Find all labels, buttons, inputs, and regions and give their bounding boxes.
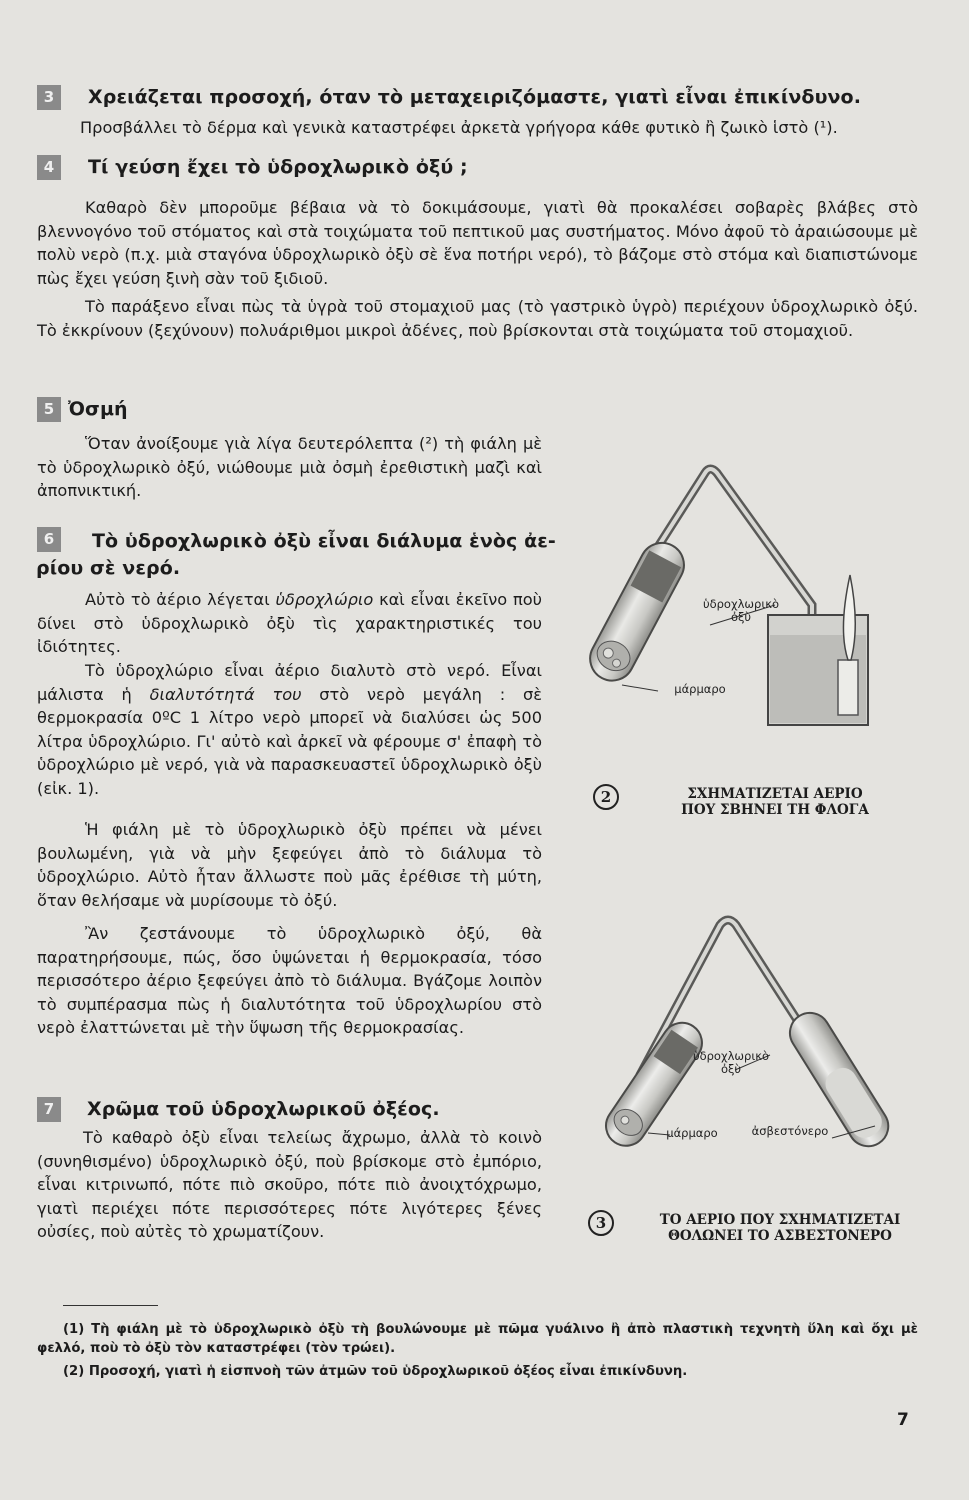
footnote-rule [63,1305,158,1306]
section-7-paragraph: Τὸ καθαρὸ ὀξὺ εἶναι τελείως ἄχρωμο, ἀλλὰ τὸ κοινὸ (συνηθισμένο) ὑδροχλωρικὸ ὀξύ, ποὺ βρίσκομε στὸ ἐμπόριο, εἶναι κιτρινωπό, πότε πιὸ σκοῦρο, πότε πιὸ ἀνοιχτόχρωμο, γιατὶ περιέχει πότε περισσότερες πότε λιγότερες ξένες οὐσίες, ποὺ αὐτὲς τὸ χρωματίζουν. [37,1128,542,1242]
figure-3-caption: ΤΟ ΑΕΡΙΟ ΠΟΥ ΣΧΗΜΑΤΙΖΕΤΑΙ ΘΟΛΩΝΕΙ ΤΟ ΑΣΒΕΣΤΟΝΕΡΟ [659,1212,901,1244]
figure-3-label-marble: μάρμαρο [666,1126,718,1140]
section-6-title-line-1: Τὸ ὑδροχλωρικὸ ὀξὺ εἶναι διάλυμα ἑνὸς ἀε- [92,530,556,552]
section-number-3: 3 [37,85,61,110]
section-6-paragraph-3: Ἡ φιάλη μὲ τὸ ὑδροχλωρικὸ ὀξὺ πρέπει νὰ μένει βουλωμένη, γιὰ νὰ μὴν ξεφεύγει ἀπὸ τὸ διάλυμα τὸ ὑδροχλώριο. Αὐτὸ ἦταν ἄλλωστε ποὺ μᾶς ἐρέθισε τὴ μύτη, ὅταν θελήσαμε νὰ μυρίσουμε τὸ ὀξύ. [37,820,542,910]
section-6-paragraph-4: Ἂν ζεστάνουμε τὸ ὑδροχλωρικὸ ὀξύ, θὰ παρατηρήσουμε, πώς, ὅσο ὑψώνεται ἡ θερμοκρασία, τόσο περισσότερο ἀέριο ξεφεύγει ἀπὸ τὸ διάλυμα. Βγάζομε λοιπὸν τὸ συμπέρασμα πὼς ἡ διαλυτότητα τοῦ ὑδροχλωρίου στὸ νερὸ ἐλαττώνεται μὲ τὴν ὕψωση τῆς θερμοκρασίας. [37,924,542,1038]
footnote-2: (2) Προσοχή, γιατὶ ἡ εἰσπνοὴ τῶν ἀτμῶν τοῦ ὑδροχλωρικοῦ ὀξέος εἶναι ἐπικίνδυνη. [63,1364,688,1379]
section-5-title: Ὀσμή [68,398,128,420]
section-number-4: 4 [37,155,61,180]
figure-3-label-limewater: ἀσβεστόνερο [751,1124,829,1138]
section-3-title: Χρειάζεται προσοχή, όταν τὸ μεταχειριζόμαστε, γιατὶ εἶναι ἐπικίνδυνο. [88,86,862,108]
term-hydrogen-chloride: ὑδροχλώριο [275,590,374,609]
figure-3-number: 3 [588,1210,614,1236]
footnote-1: (1) Τὴ φιάλη μὲ τὸ ὑδροχλωρικὸ ὀξὺ τὴ βουλώνουμε μὲ πῶμα γυάλινο ἢ ἀπὸ πλαστικὴ τεχνητὴ ὕλη καὶ ὄχι μὲ φελλό, ποὺ τὸ ὀξὺ τὸν καταστρέφει (τὸν τρώει). [37,1322,918,1356]
section-6-paragraph-1: Αὐτὸ τὸ ἀέριο λέγεται ὑδροχλώριο καὶ εἶναι ἐκεῖνο ποὺ δίνει στὸ ὑδροχλωρικὸ ὀξὺ τὶς χαρακτηριστικές του ἰδιότητες. [37,590,543,657]
section-4-paragraph-1: Καθαρὸ δὲν μποροῦμε βέβαια νὰ τὸ δοκιμάσουμε, γιατὶ θὰ προκαλέσει σοβαρὲς βλάβες στὸ βλεννογόνο τοῦ στόματος καὶ στὰ τοιχώματα τοῦ πεπτικοῦ μας συστήματος. Μόνο ἀφοῦ τὸ ἀραιώσουμε μὲ πολὺ νερὸ (π.χ. μιὰ σταγόνα ὑδροχλωρικὸ ὀξὺ σὲ ἕνα ποτήρι νερό), τὸ βάζομε στὸ στόμα καὶ διαπιστώνομε πὼς ἔχει γεύση ξινὴ σὰν τοῦ ξιδιοῦ. [37,198,918,288]
test-tube [582,535,691,688]
candle [838,660,858,715]
figure-2-label-acid: ὑδροχλωρικὸ ὀξὺ [702,597,780,624]
term-solubility: διαλυτότητά του [149,684,302,704]
figure-2-number: 2 [593,784,619,810]
section-7-title: Χρῶμα τοῦ ὑδροχλωρικοῦ ὀξέος. [87,1098,440,1120]
section-6-title [36,528,556,582]
section-number-7: 7 [37,1097,61,1122]
figure-3-illustration [570,880,960,1160]
section-number-6: 6 [37,527,61,552]
section-3-paragraph: Προσβάλλει τὸ δέρμα καὶ γενικὰ καταστρέφει ἀρκετὰ γρήγορα κάθε φυτικὸ ἢ ζωικὸ ἱστὸ (¹). [80,118,838,137]
figure-2-caption: ΣΧΗΜΑΤΙΖΕΤΑΙ ΑΕΡΙΟ ΠΟΥ ΣΒΗΝΕΙ ΤΗ ΦΛΟΓΑ [681,786,869,818]
figure-2-label-marble: μάρμαρο [674,682,726,696]
page-number: 7 [897,1410,909,1430]
flame-icon [843,575,855,660]
section-6-paragraph-2: Τὸ ὑδροχλώριο εἶναι ἀέριο διαλυτὸ στὸ νερό. Εἶναι μάλιστα ἡ διαλυτότητά του στὸ νερὸ μεγάλη : σὲ θερμοκρασία 0ºC 1 λίτρο νερὸ μπορεῖ νὰ διαλύσει ὡς 500 λίτρα ὑδροχλώριο. Γι' αὐτὸ καὶ ἀρκεῖ νὰ φέρουμε σ' ἐπαφὴ τὸ ὑδροχλώριο μὲ νερό, γιὰ νὰ παρασκευαστεῖ ὑδροχλωρικὸ ὀξὺ (εἰκ. 1). [37,661,542,798]
section-5-paragraph: Ὅταν ἀνοίξουμε γιὰ λίγα δευτερόλεπτα (²) τὴ φιάλη μὲ τὸ ὑδροχλωρικὸ ὀξύ, νιώθουμε μιὰ ὀσμὴ ἐρεθιστικὴ μαζὶ καὶ ἀποπνικτική. [37,434,542,501]
figure-3-label-acid: ὑδροχλωρικὸ ὀξὺ [692,1049,770,1076]
section-number-5: 5 [37,397,61,422]
section-6-title-line-2: ρίου σὲ νερό. [36,557,181,579]
section-4-paragraph-2: Τὸ παράξενο εἶναι πὼς τὰ ὑγρὰ τοῦ στομαχιοῦ μας (τὸ γαστρικὸ ὑγρὸ) περιέχουν ὑδροχλωρικὸ ὀξύ. Τὸ ἐκκρίνουν (ξεχύνουν) πολυάριθμοι μικροὶ ἀδένες, ποὺ βρίσκονται στὰ τοιχώματα τοῦ στομαχιοῦ. [37,297,918,340]
section-4-title: Τί γεύση ἔχει τὸ ὑδροχλωρικὸ ὀξύ ; [88,156,468,178]
